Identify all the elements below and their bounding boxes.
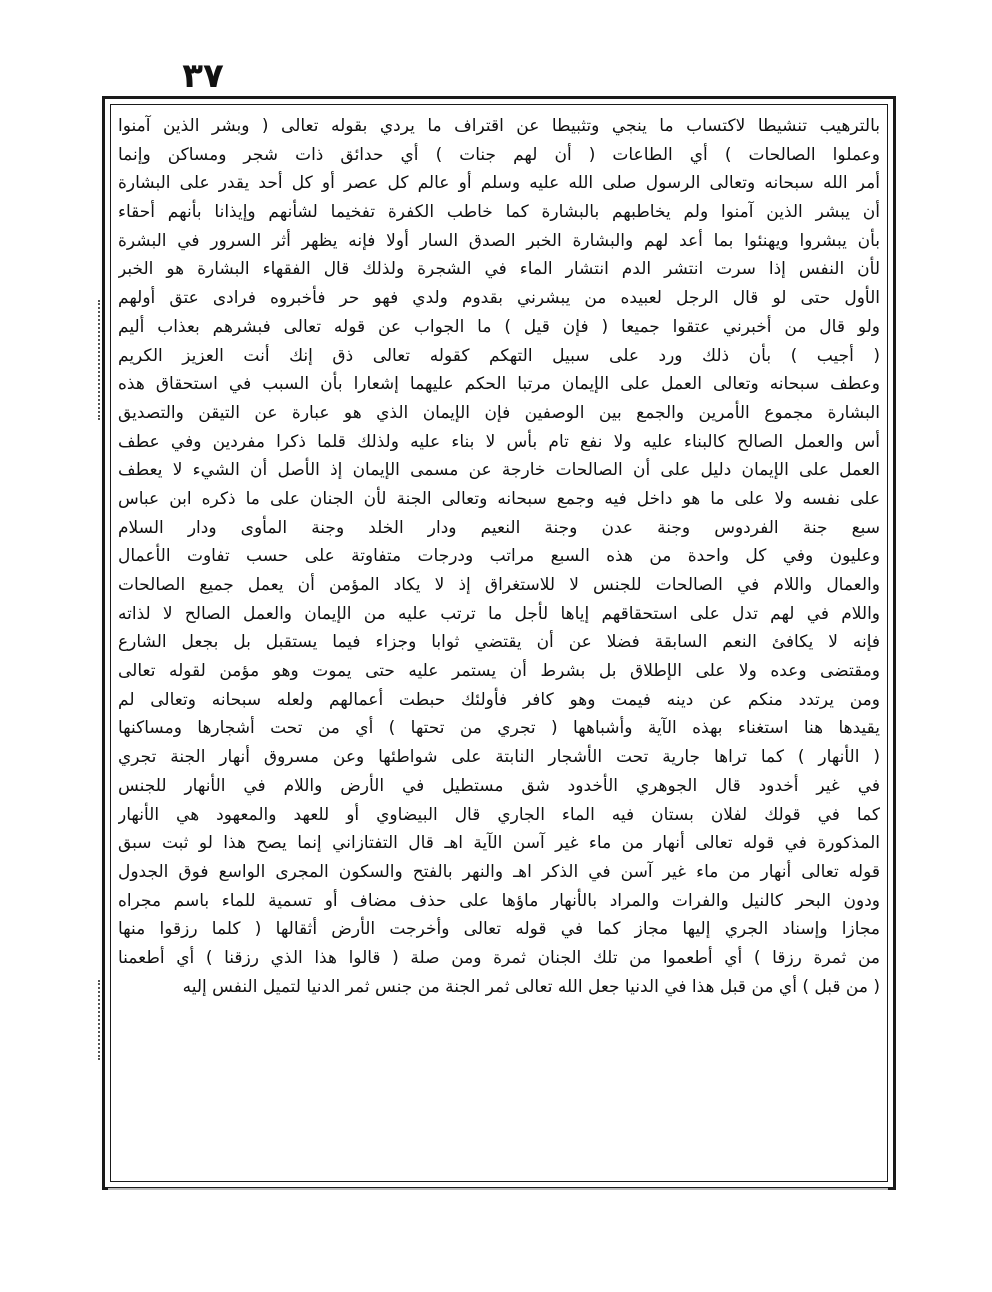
text-line: ( أجيب ) بأن ذلك ورد على سبيل التهكم كقوله تعالى ذق إنك أنت العزيز الكريم <box>118 345 880 366</box>
text-block <box>118 112 880 1176</box>
text-line: ( الأنهار ) كما تراها جارية تحت الأشجار النابتة على شواطئها وعن مسروق أنهار الجنة تجري <box>118 747 880 768</box>
text-line: بأن يبشروا ويهنئوا بما أعد لهم والبشارة الخبر الصدق السار أولا فإنه يظهر أثر السرور في البشرة <box>118 230 880 251</box>
text-line: والعمال واللام في الصالحات للجنس لا للاستغراق إذ لا يكاد المؤمن أن يعمل جميع الصالحات <box>118 575 880 595</box>
text-line: ومن يرتدد منكم عن دينه فيمت وهو كافر فأولئك حبطت أعمالهم ولعله سبحانه وتعالى لم <box>118 689 880 710</box>
text-line: فإنه لا يكافئ النعم السابقة فضلا عن أن يقتضي ثوابا وجزاء فيما يستقبل بل بجعل الشارع <box>118 632 880 653</box>
text-line: يقيدها هنا استغناء بهذه الآية وأشباهها ( تجري من تحتها ) أي من تحت أشجارها ومساكنها <box>118 718 880 739</box>
scan-shadow <box>108 1188 888 1190</box>
text-line: وعليون وفي كل واحدة من هذه السبع مراتب ودرجات متفاوتة على حسب تفاوت الأعمال <box>118 546 880 567</box>
text-line: وعملوا الصالحات ) أي الطاعات ( أن لهم جنات ) أي حدائق ذات شجر ومساكن وإنما <box>118 144 880 165</box>
text-line: وعطف سبحانه وتعالى العمل على الإيمان مرتبا الحكم عليهما إشعارا بأن السبب في استحقاق هذه <box>118 374 880 395</box>
text-line: ودون البحر كالنيل والفرات والمراد بالأنهار ماؤها على حذف مضاف أو تسمية للماء باسم مجراه <box>118 890 880 911</box>
text-line: مجازا وإسناد الجري إليها مجاز كما في قوله تعالى وأخرجت الأرض أثقالها ( كلما رزقوا منها <box>118 919 880 940</box>
text-line: قوله تعالى أنهار من ماء غير آسن في الذكر اهـ والنهر بالفتح والسكون المجرى الواسع فوق الجدول <box>118 861 880 882</box>
text-line: على نفسه ولا على ما هو داخل فيه وجمع سبحانه وتعالى الجنة لأن الجنان على ما ذكره ابن عباس <box>118 488 880 509</box>
text-line: بالترهيب تنشيطا لاكتساب ما ينجي وتثبيطا عن اقتراف ما يردي بقوله تعالى ( وبشر الذين آمنوا <box>118 116 880 136</box>
text-line: ولو قال من أخبرني عتقوا جميعا ( فإن قيل ) ما الجواب عن قوله تعالى فبشرهم بعذاب أليم <box>118 316 880 337</box>
text-line: الأول حتى لو قال الرجل لعبيده من يبشرني بقدوم ولدي فهو حر فأخبروه فرادى عتق أولهم <box>118 288 880 309</box>
text-line: أمر الله سبحانه وتعالى الرسول صلى الله عليه وسلم أو عالم كل عصر أو كل أحد يقدر على البشارة <box>118 173 880 194</box>
text-line: أن يبشر الذين آمنوا ولم يخاطبهم بالبشارة كما خاطب الكفرة تفخيما لشأنهم وإيذانا بأنهم أحقاء <box>118 202 880 223</box>
text-line: ومقتضى وعده ولا على الإطلاق بل بشرط أن يستمر عليه حتى يموت وهو مؤمن لقوله تعالى <box>118 661 880 682</box>
page-number: ٣٧ <box>182 56 224 96</box>
text-line: كما في قولك لفلان بستان فيه الماء الجاري قال البيضاوي أو للعهد والمعهود هي الأنهار <box>118 804 880 825</box>
margin-mark-1 <box>98 300 108 420</box>
margin-mark-2 <box>98 980 108 1060</box>
text-line: ( من قبل ) أي من قبل هذا في الدنيا جعل الله تعالى ثمر الجنة من جنس ثمر الدنيا لتميل النفس إليه <box>182 976 880 997</box>
text-line: في غير أخدود قال الجوهري الأخدود شق مستطيل في الأرض واللام في الأنهار للجنس <box>118 775 880 796</box>
text-line: واللام في لهم تدل على استحقاقهم إياها لأجل ما ترتب عليه من الإيمان والعمل الصالح لا لذاته <box>118 603 880 624</box>
text-line: المذكورة في قوله تعالى أنهار من ماء غير آسن الآية اهـ قال التفتازاني إنما يصح هذا لو ثبت سبق <box>118 833 880 854</box>
text-line: أس والعمل الصالح كالبناء عليه ولا نفع تام بأس لا بناء عليه ولذلك قلما ذكرا مفردين وفي عطف <box>118 431 880 452</box>
text-line: لأن النفس إذا سرت انتشر الدم انتشار الماء في الشجرة ولذلك قال الفقهاء البشارة هو الخبر <box>118 259 880 280</box>
text-line: سبع جنة الفردوس وجنة عدن وجنة النعيم ودار الخلد وجنة المأوى ودار السلام <box>118 517 880 538</box>
text-line: البشارة مجموع الأمرين والجمع بين الوصفين فإن الإيمان الذي هو عبارة عن التيقن والتصديق <box>118 402 880 423</box>
text-line: من ثمرة رزقا ) أي أطعموا من تلك الجنان ثمرة ومن صلة ( قالوا هذا الذي رزقنا ) أي أطعمنا <box>118 947 880 968</box>
text-line: العمل على الإيمان دليل على أن الصالحات خارجة عن مسمى الإيمان إذ الأصل أن الشيء لا يعطف <box>118 460 880 481</box>
